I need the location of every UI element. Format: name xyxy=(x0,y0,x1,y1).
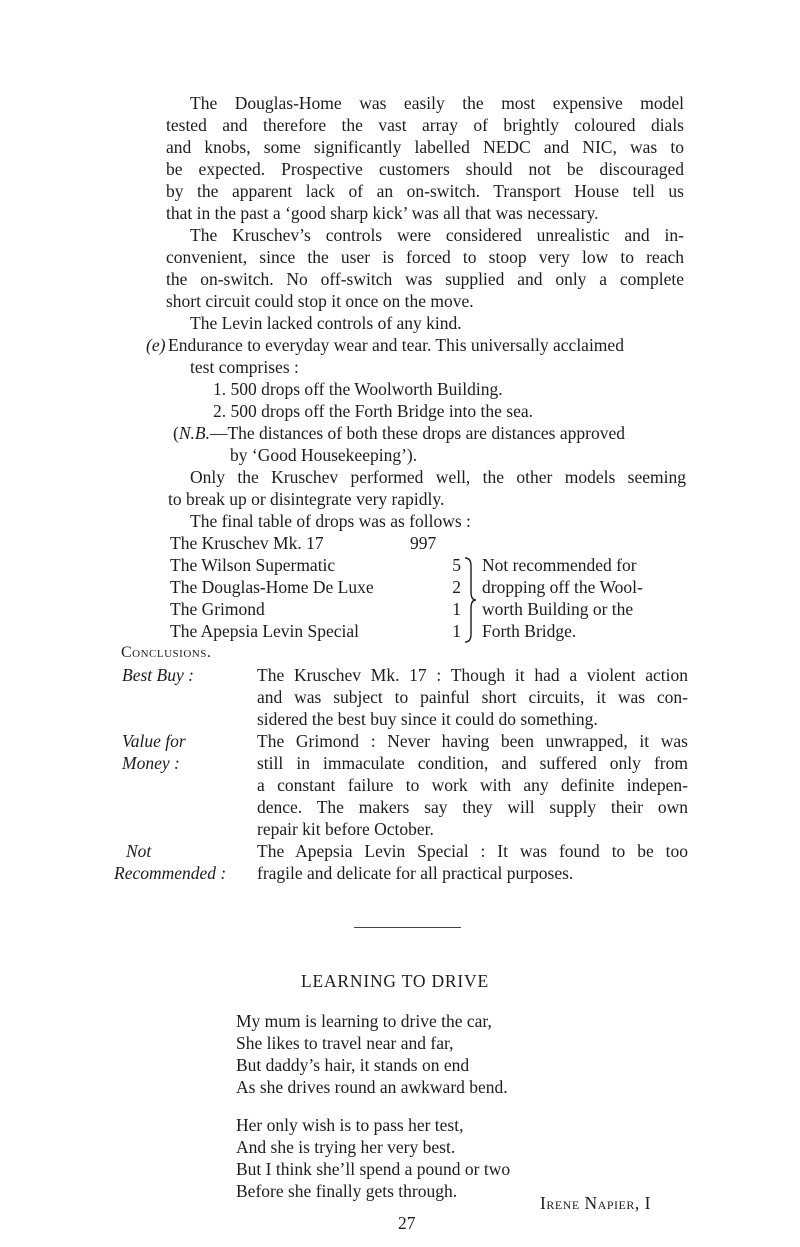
not-recommended-text: The Apepsia Levin Special : It was found to be too xyxy=(257,841,688,861)
note-open-paren: ( xyxy=(173,423,179,443)
text-line: Only the Kruschev performed well, the other models seeming xyxy=(190,467,686,487)
text-line: short circuit could stop it once on the move. xyxy=(166,291,474,311)
model-name: The Wilson Supermatic xyxy=(170,555,336,575)
poem-line: Her only wish is to pass her test, xyxy=(236,1115,464,1135)
note-line xyxy=(173,422,625,444)
test-item: 1. 500 drops off the Woolworth Building. xyxy=(213,379,503,399)
best-buy-text: The Kruschev Mk. 17 : Though it had a violent action xyxy=(257,665,688,685)
model-name: The Grimond xyxy=(170,599,265,619)
value-label: Money : xyxy=(122,753,180,773)
model-name: The Apepsia Levin Special xyxy=(170,621,360,641)
poem-line: And she is trying her very best. xyxy=(236,1137,456,1157)
table-note-line: dropping off the Wool- xyxy=(482,577,643,597)
best-buy-label: Best Buy : xyxy=(122,665,194,685)
note-text: —The distances of both these drops are distances approved xyxy=(209,423,625,443)
text-line: tested and therefore the vast array of brightly coloured dials xyxy=(166,115,684,135)
text-line: The Kruschev’s controls were considered unrealistic and in- xyxy=(190,225,684,245)
text-line: and knobs, some significantly labelled NEDC and NIC, was to xyxy=(166,137,684,157)
text-line: The Douglas-Home was easily the most expensive model xyxy=(190,93,684,113)
best-buy-text: and was subject to painful short circuits, it was con- xyxy=(257,687,688,707)
page-number: 27 xyxy=(398,1213,416,1233)
conclusions-heading: Conclusions. xyxy=(121,644,212,661)
poem-line: Before she finally gets through. xyxy=(236,1181,458,1201)
note-line: by ‘Good Housekeeping’). xyxy=(230,445,418,465)
item-marker: (e) xyxy=(146,335,166,355)
text-line: convenient, since the user is forced to stoop very low to reach xyxy=(166,247,684,267)
not-recommended-label: Not xyxy=(126,841,152,861)
poem-author: Irene Napier, I xyxy=(540,1193,651,1213)
test-item: 2. 500 drops off the Forth Bridge into the sea. xyxy=(213,401,533,421)
poem-line: But I think she’ll spend a pound or two xyxy=(236,1159,511,1179)
not-recommended-text: fragile and delicate for all practical purposes. xyxy=(257,863,574,883)
drop-count: 997 xyxy=(410,533,437,553)
drop-count: 1 xyxy=(452,599,461,619)
value-text: repair kit before October. xyxy=(257,819,434,839)
poem-line: My mum is learning to drive the car, xyxy=(236,1011,492,1031)
text-line: test comprises : xyxy=(190,357,299,377)
poem-title: LEARNING TO DRIVE xyxy=(301,971,489,991)
best-buy-text: sidered the best buy since it could do something. xyxy=(257,709,598,729)
value-text: The Grimond : Never having been unwrapped, it was xyxy=(257,731,688,751)
text-line: be expected. Prospective customers should not be discouraged xyxy=(166,159,684,179)
text-line: to break up or disintegrate very rapidly. xyxy=(168,489,445,509)
table-note-line: Forth Bridge. xyxy=(482,621,577,641)
model-name: The Douglas-Home De Luxe xyxy=(170,577,374,597)
note-label: N.B. xyxy=(178,423,210,443)
levin-line: The Levin lacked controls of any kind. xyxy=(190,313,462,333)
poem-line: But daddy’s hair, it stands on end xyxy=(236,1055,470,1075)
not-recommended-label: Recommended : xyxy=(114,863,227,883)
section-divider xyxy=(354,927,461,928)
poem-line: As she drives round an awkward bend. xyxy=(236,1077,508,1097)
value-label: Value for xyxy=(122,731,186,751)
table-note-line: Not recommended for xyxy=(482,555,637,575)
drop-count: 5 xyxy=(452,555,461,575)
poem-line: She likes to travel near and far, xyxy=(236,1033,454,1053)
value-text: dence. The makers say they will supply their own xyxy=(257,797,688,817)
value-text: still in immaculate condition, and suffered only from xyxy=(257,753,688,773)
text-line: Endurance to everyday wear and tear. This universally acclaimed xyxy=(168,335,624,355)
table-note-line: worth Building or the xyxy=(482,599,634,619)
drop-count: 2 xyxy=(452,577,461,597)
text-line: the on-switch. No off-switch was supplied and only a complete xyxy=(166,269,684,289)
value-text: a constant failure to work with any definite indepen- xyxy=(257,775,688,795)
right-brace-icon xyxy=(462,556,478,644)
text-line: by the apparent lack of an on-switch. Transport House tell us xyxy=(166,181,684,201)
drop-count: 1 xyxy=(452,621,461,641)
model-name: The Kruschev Mk. 17 xyxy=(170,533,324,553)
text-line: The final table of drops was as follows : xyxy=(190,511,471,531)
text-line: that in the past a ‘good sharp kick’ was all that was necessary. xyxy=(166,203,599,223)
